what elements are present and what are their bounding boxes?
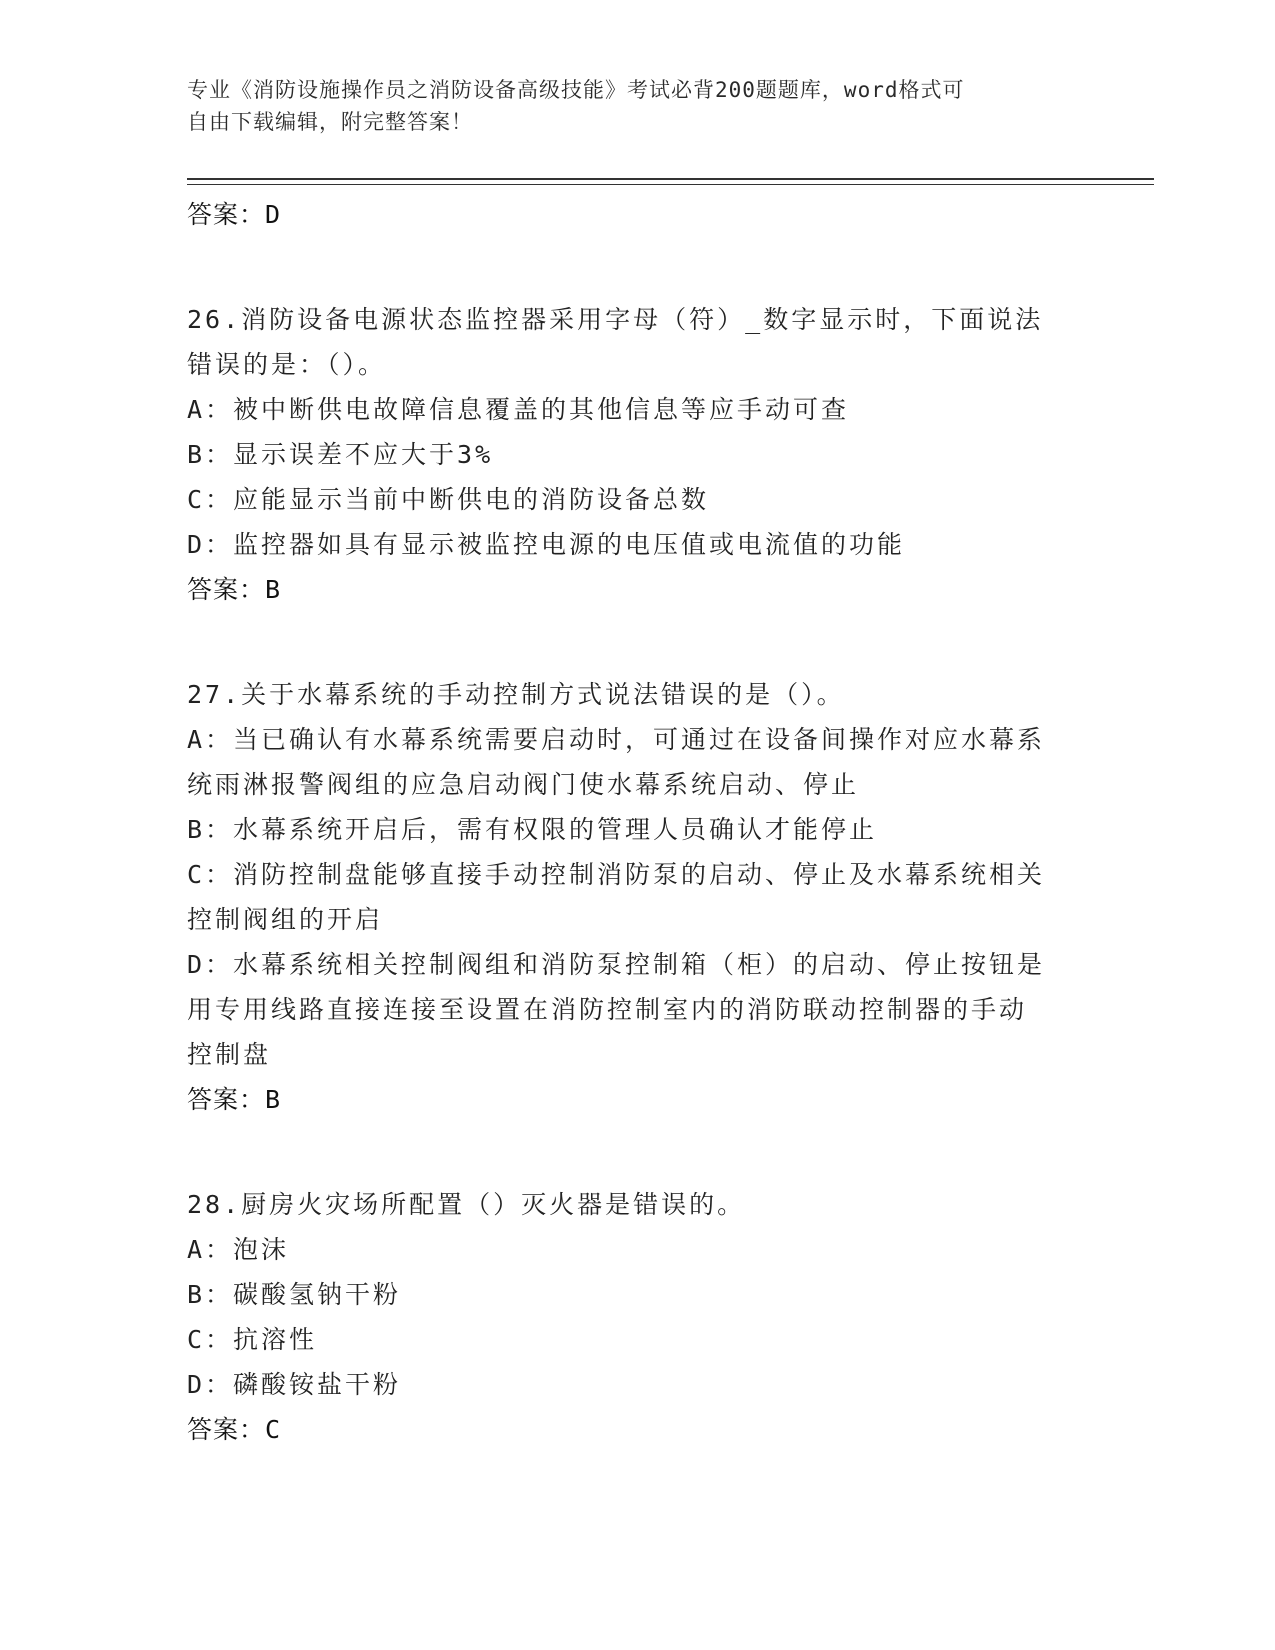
header-line-1: 专业《消防设施操作员之消防设备高级技能》考试必背200题题库，word格式可	[187, 78, 965, 102]
option-b: B：水幕系统开启后，需有权限的管理人员确认才能停止	[187, 815, 878, 844]
option-c: C：应能显示当前中断供电的消防设备总数	[187, 485, 710, 514]
option-c: C：消防控制盘能够直接手动控制消防泵的启动、停止及水幕系统相关	[187, 860, 1046, 889]
header-rule-thin	[187, 184, 1154, 185]
answer: 答案：B	[187, 1085, 282, 1114]
question-stem-line: 27.关于水幕系统的手动控制方式说法错误的是（）。	[187, 680, 845, 709]
document-body	[187, 192, 1087, 1452]
option-b: B：碳酸氢钠干粉	[187, 1280, 402, 1309]
answer: 答案：C	[187, 1415, 282, 1444]
option-b: B：显示误差不应大于3%	[187, 440, 494, 469]
option-c: C：抗溶性	[187, 1325, 318, 1354]
option-d: D：监控器如具有显示被监控电源的电压值或电流值的功能	[187, 530, 906, 559]
option-d-continued: 控制盘	[187, 1040, 272, 1069]
answer: 答案：B	[187, 575, 282, 604]
option-d-continued: 用专用线路直接连接至设置在消防控制室内的消防联动控制器的手动	[187, 995, 1028, 1024]
question-stem-line: 错误的是：（）。	[187, 350, 387, 379]
question-26	[187, 297, 1087, 612]
option-a: A：当已确认有水幕系统需要启动时，可通过在设备间操作对应水幕系	[187, 725, 1046, 754]
question-stem-line: 26.消防设备电源状态监控器采用字母（符）_数字显示时，下面说法	[187, 305, 1044, 334]
question-stem-line: 28.厨房火灾场所配置（）灭火器是错误的。	[187, 1190, 746, 1219]
option-a-continued: 统雨淋报警阀组的应急启动阀门使水幕系统启动、停止	[187, 770, 860, 799]
option-d: D：磷酸铵盐干粉	[187, 1370, 402, 1399]
question-28	[187, 1182, 1087, 1452]
header-line-2: 自由下载编辑，附完整答案！	[187, 110, 473, 134]
option-c-continued: 控制阀组的开启	[187, 905, 384, 934]
document-header	[187, 74, 1067, 138]
question-27	[187, 672, 1087, 1122]
option-a: A：泡沫	[187, 1235, 290, 1264]
option-a: A：被中断供电故障信息覆盖的其他信息等应手动可查	[187, 395, 850, 424]
header-rule-thick	[187, 178, 1154, 180]
previous-answer: 答案：D	[187, 200, 282, 229]
option-d: D：水幕系统相关控制阀组和消防泵控制箱（柜）的启动、停止按钮是	[187, 950, 1046, 979]
